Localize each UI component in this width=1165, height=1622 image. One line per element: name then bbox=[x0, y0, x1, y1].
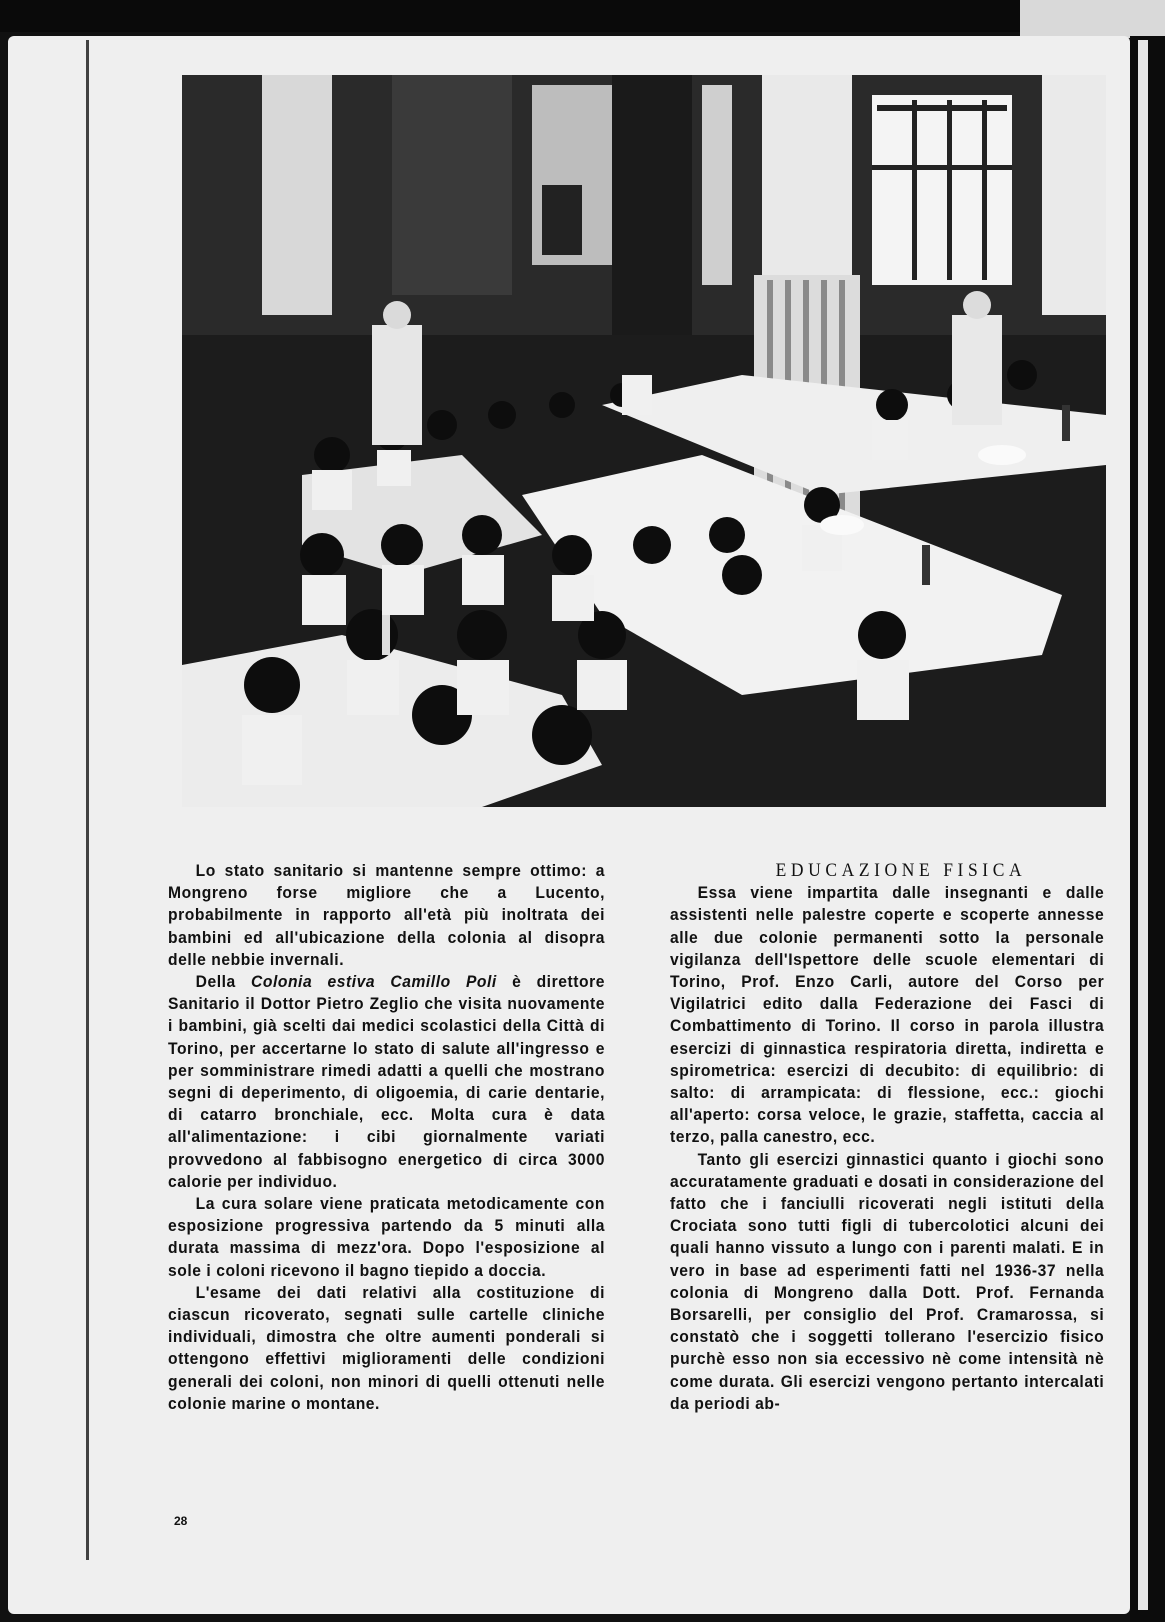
right-text-column bbox=[670, 860, 1104, 1415]
left-paragraph-4: L'esame dei dati relativi alla costituzione di ciascun ricoverato, segnati sulle cartelle cliniche individuali, dimostra che oltre aumenti ponderali si ottengono effettivi miglioramenti delle condizioni generali dei coloni, non minori di quelli ottenuti nelle colonie marine o montane. bbox=[168, 1282, 605, 1413]
section-heading: EDUCAZIONE FISICA bbox=[775, 860, 1027, 881]
binding-margin-line bbox=[86, 40, 89, 1560]
left-text-column bbox=[168, 860, 605, 1415]
left-paragraph-2-start: Della bbox=[195, 972, 251, 992]
colony-name-italic: Colonia estiva Camillo Poli bbox=[250, 972, 497, 992]
dining-hall-photo bbox=[182, 75, 1106, 807]
left-paragraph-2-rest: è direttore Sanitario il Dottor Pietro Zeglio che visita nuovamente i bambini, già scelti dai medici scolastici della Città di Torino, per accertarne lo stato di salute all'ingresso e per somministrare rimedi adatti a quelli che mostrano segni di deperimento, di oligoemia, di carie dentarie, di catarro bronchiale, ecc. Molta cura è data all'alimentazione: i cibi giornalmente variati provvedono al fabbisogno energetico di circa 3000 calorie per individuo. bbox=[168, 972, 605, 1191]
next-page-edge bbox=[1138, 40, 1148, 1610]
right-paragraph-2: Tanto gli esercizi ginnastici quanto i giochi sono accuratamente graduati e dosati in considerazione del fatto che i fanciulli ricoverati negli istituti della Crociata sono tutti figli di tubercolotici alcuni dei quali hanno vissuto a lungo con i parenti malati. E in vero in base ad esperimenti fatti nel 1936-37 nella colonia di Mongreno dalla Dott. Prof. Fernanda Borsarelli, per consiglio del Prof. Cramarossa, si constatò che i soggetti tollerano l'esercizio fisico purchè esso non sia eccessivo nè come intensità nè come durata. Gli esercizi vengono pertanto intercalati da periodi ab- bbox=[670, 1149, 1105, 1413]
left-paragraph-1: Lo stato sanitario si mantenne sempre ottimo: a Mongreno forse migliore che a Lucento, probabilmente in rapporto all'età più inoltrata dei bambini ed all'ubicazione della colonia al disopra delle nebbie invernali. bbox=[168, 861, 605, 969]
left-paragraph-3: La cura solare viene praticata metodicamente con esposizione progressiva partendo da 5 minuti alla durata massima di mezz'ora. Dopo l'esposizione al sole i coloni ricevono il bagno tiepido a doccia. bbox=[168, 1194, 605, 1280]
scan-top-band bbox=[0, 0, 1020, 32]
scan-top-right-edge bbox=[1020, 0, 1165, 38]
photo-illustration bbox=[182, 75, 1106, 807]
page-number: 28 bbox=[174, 1514, 188, 1528]
left-paragraph-2 bbox=[168, 971, 605, 1193]
right-paragraph-1: Essa viene impartita dalle insegnanti e dalle assistenti nelle palestre coperte e scoperte annesse alle due colonie permanenti sotto la personale vigilanza dell'Ispettore delle scuole elementari di Torino, Prof. Enzo Carli, autore del Corso per Vigilatrici edito dalla Federazione dei Fasci di Combattimento di Torino. Il corso in parola illustra esercizi di ginnastica respiratoria diretta, indiretta e spirometrica: esercizi di decubito: di equilibrio: di salto: di arrampicata: di flessione, ecc.: giochi all'aperto: corsa veloce, le grazie, staffetta, caccia al terzo, palla canestro, ecc. bbox=[670, 883, 1105, 1147]
